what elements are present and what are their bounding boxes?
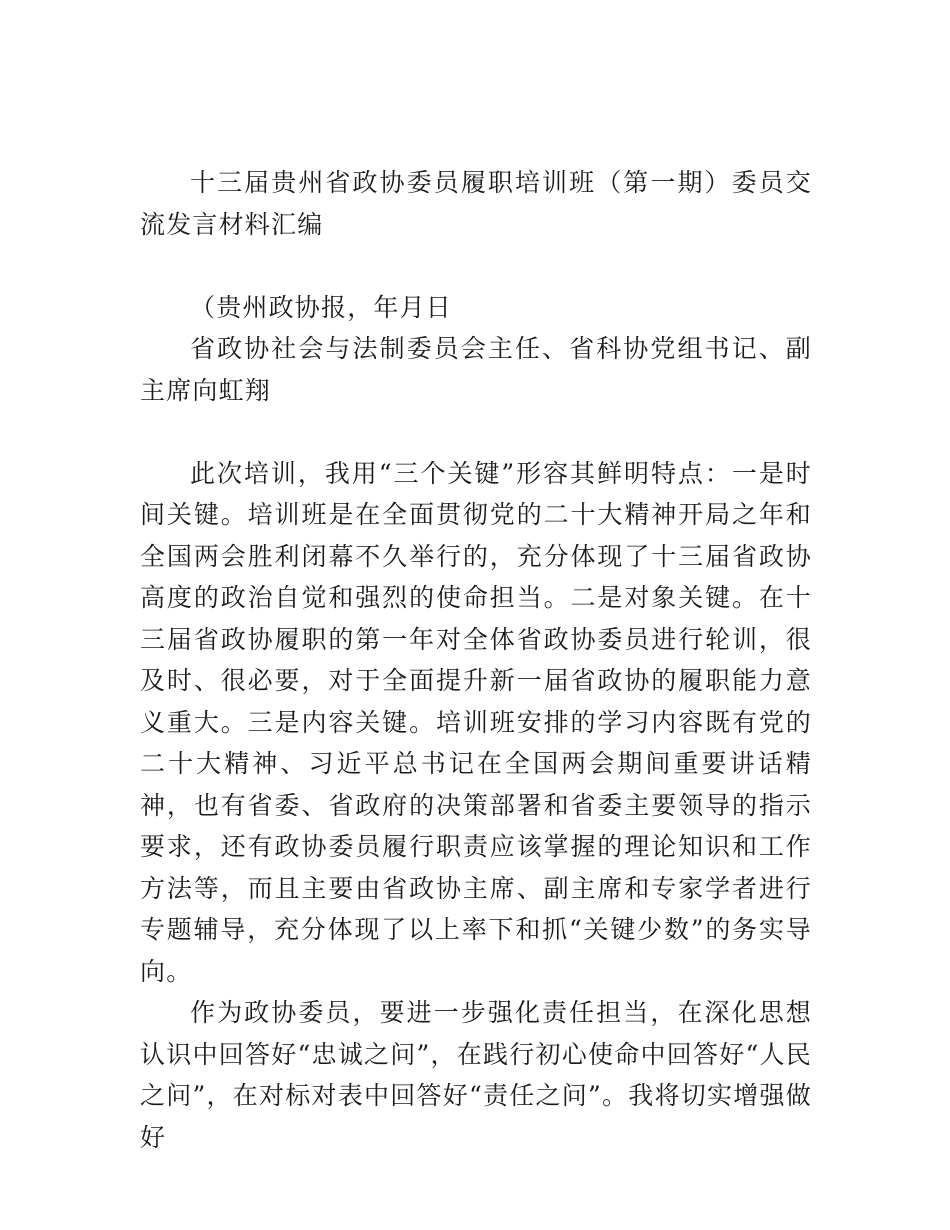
- spacer: [140, 411, 812, 453]
- document-title: 十三届贵州省政协委员履职培训班（第一期）委员交流发言材料汇编: [140, 168, 812, 239]
- document-body: [140, 162, 812, 1158]
- body-paragraph-2: 作为政协委员，要进一步强化责任担当，在深化思想认识中回答好“忠诚之问”，在践行初心使命中回答好“人民之问”，在对标对表中回答好“责任之问”。我将切实增强做好: [140, 998, 812, 1152]
- speaker-line: 省政协社会与法制委员会主任、省科协党组书记、副主席向虹翔: [140, 334, 812, 405]
- spacer: [140, 245, 812, 287]
- source-line: （贵州政协报，年月日: [190, 292, 453, 322]
- body-paragraph-1: 此次培训，我用“三个关键”形容其鲜明特点：一是时间关键。培训班是在全面贯彻党的二十大精神开局之年和全国两会胜利闭幕不久举行的，充分体现了十三届省政协高度的政治自觉和强烈的使命担当。二是对象关键。在十三届省政协履职的第一年对全体省政协委员进行轮训，很及时、很必要，对于全面提升新一届省政协的履职能力意义重大。三是内容关键。培训班安排的学习内容既有党的二十大精神、习近平总书记在全国两会期间重要讲话精神，也有省委、省政府的决策部署和省委主要领导的指示要求，还有政协委员履行职责应该掌握的理论知识和工作方法等，而且主要由省政协主席、副主席和专家学者进行专题辅导，充分体现了以上率下和抓“关键少数”的务实导向。: [140, 458, 812, 986]
